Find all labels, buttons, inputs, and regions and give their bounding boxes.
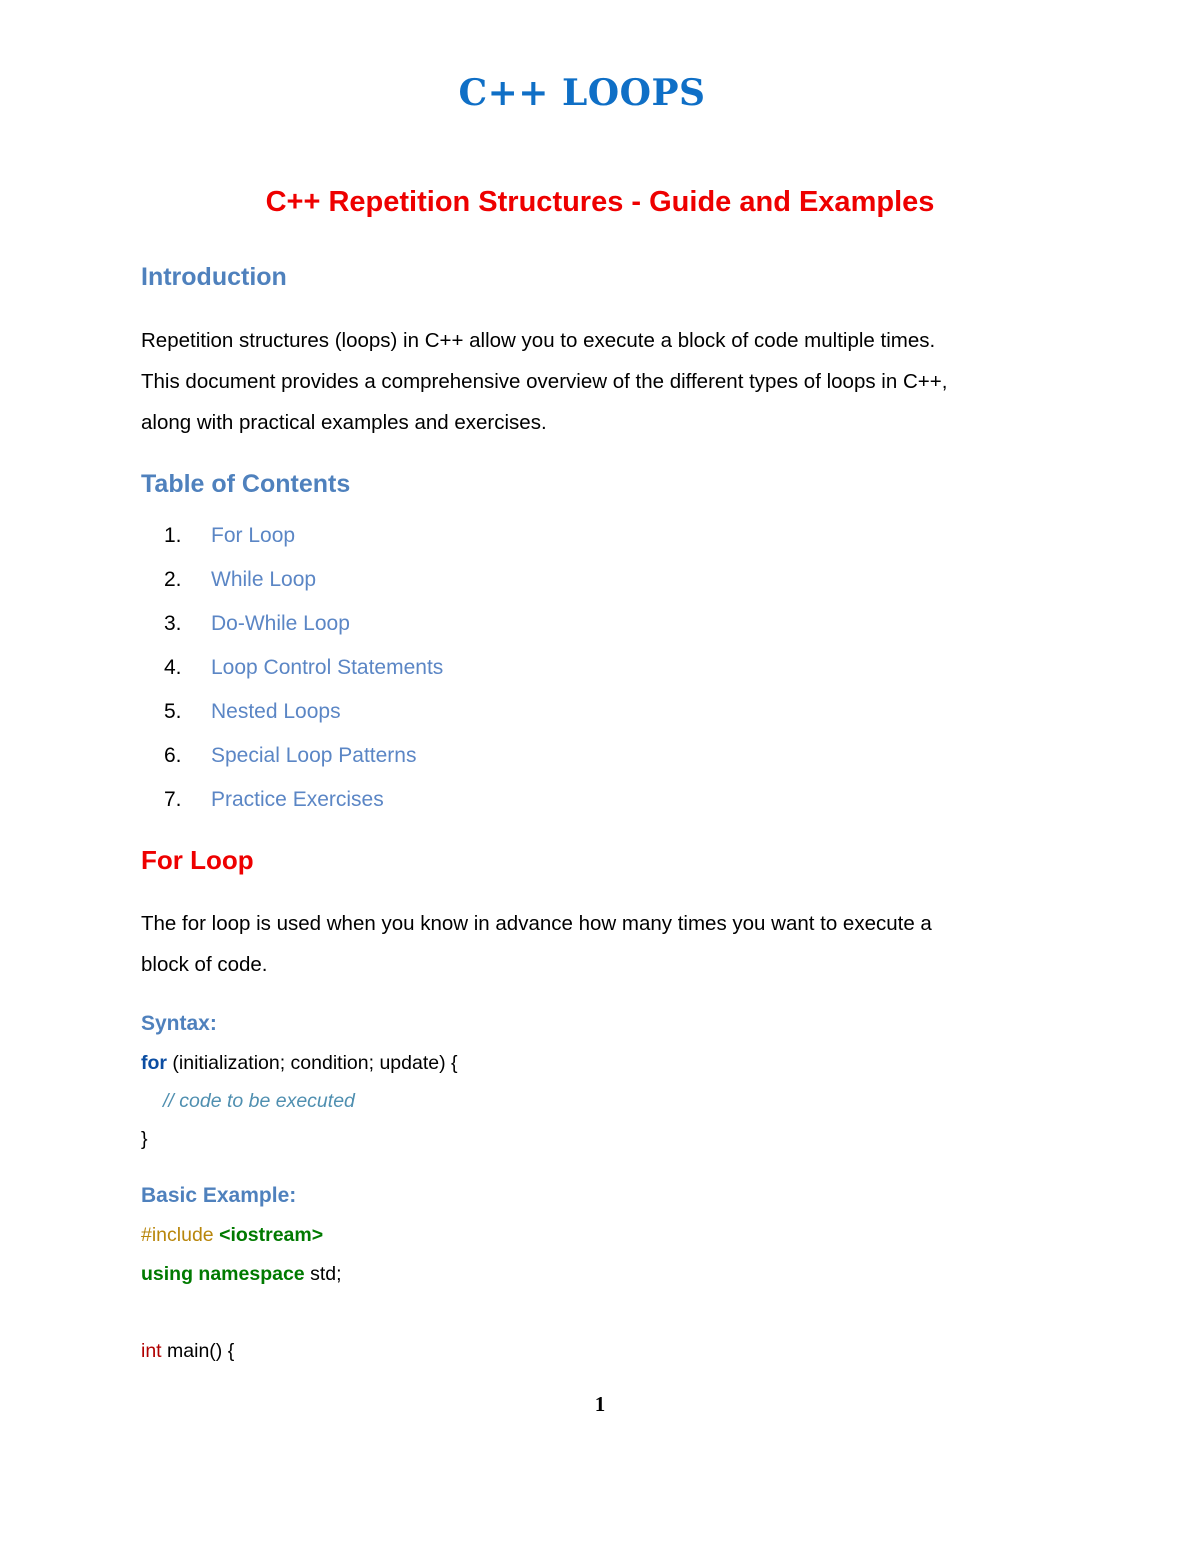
for-keyword: for xyxy=(141,1052,167,1074)
toc-item xyxy=(141,690,443,734)
toc-item-number: 3. xyxy=(164,612,182,635)
table-of-contents xyxy=(141,514,443,822)
introduction-line: along with practical examples and exercises. xyxy=(141,411,547,434)
toc-item xyxy=(141,558,443,602)
toc-item-number: 1. xyxy=(164,524,182,547)
toc-heading: Table of Contents xyxy=(141,470,351,498)
syntax-code-line-1 xyxy=(141,1051,458,1075)
toc-item-number: 6. xyxy=(164,744,182,767)
closing-brace: } xyxy=(141,1128,148,1150)
toc-item-number: 2. xyxy=(164,568,182,591)
syntax-code-line-3 xyxy=(141,1127,148,1151)
toc-item xyxy=(141,646,443,690)
for-signature: (initialization; condition; update) { xyxy=(167,1052,458,1074)
toc-link-loop-control[interactable]: Loop Control Statements xyxy=(211,656,444,679)
toc-link-special-patterns[interactable]: Special Loop Patterns xyxy=(211,744,417,767)
example-code-line-3 xyxy=(141,1339,234,1363)
using-namespace-rest: std; xyxy=(304,1263,342,1285)
toc-link-for-loop[interactable]: For Loop xyxy=(211,524,296,547)
for-loop-line: block of code. xyxy=(141,953,268,976)
example-code-line-2 xyxy=(141,1262,342,1286)
toc-link-while-loop[interactable]: While Loop xyxy=(211,568,317,591)
include-directive: #include xyxy=(141,1224,214,1246)
document-subtitle: C++ Repetition Structures - Guide and Examples xyxy=(265,186,935,218)
toc-item xyxy=(141,602,443,646)
toc-link-nested-loops[interactable]: Nested Loops xyxy=(211,700,341,723)
introduction-paragraph xyxy=(141,320,1071,443)
int-type: int xyxy=(141,1340,162,1362)
toc-item-number: 4. xyxy=(164,656,182,679)
toc-item xyxy=(141,778,443,822)
introduction-line: Repetition structures (loops) in C++ allow you to execute a block of code multiple times. xyxy=(141,329,936,352)
for-loop-paragraph xyxy=(141,903,1071,985)
for-loop-heading: For Loop xyxy=(141,845,254,875)
page-number: 1 xyxy=(594,1392,606,1416)
introduction-heading: Introduction xyxy=(141,263,287,291)
toc-link-practice-exercises[interactable]: Practice Exercises xyxy=(211,788,384,811)
example-code-line-1 xyxy=(141,1223,323,1247)
document-title: C++ LOOPS xyxy=(458,72,706,114)
code-comment: // code to be executed xyxy=(163,1090,355,1112)
toc-item-number: 7. xyxy=(164,788,182,811)
using-namespace-keywords: using namespace xyxy=(141,1263,305,1285)
include-header: <iostream> xyxy=(219,1224,324,1246)
main-signature: main() { xyxy=(161,1340,235,1362)
introduction-line: This document provides a comprehensive overview of the different types of loops in C++, xyxy=(141,370,948,393)
for-loop-line: The for loop is used when you know in advance how many times you want to execute a xyxy=(141,912,932,935)
syntax-heading: Syntax: xyxy=(141,1012,217,1035)
toc-item xyxy=(141,514,443,558)
basic-example-heading: Basic Example: xyxy=(141,1184,297,1207)
syntax-code-line-2 xyxy=(163,1089,355,1113)
toc-item xyxy=(141,734,443,778)
toc-link-do-while-loop[interactable]: Do-While Loop xyxy=(211,612,350,635)
toc-item-number: 5. xyxy=(164,700,182,723)
